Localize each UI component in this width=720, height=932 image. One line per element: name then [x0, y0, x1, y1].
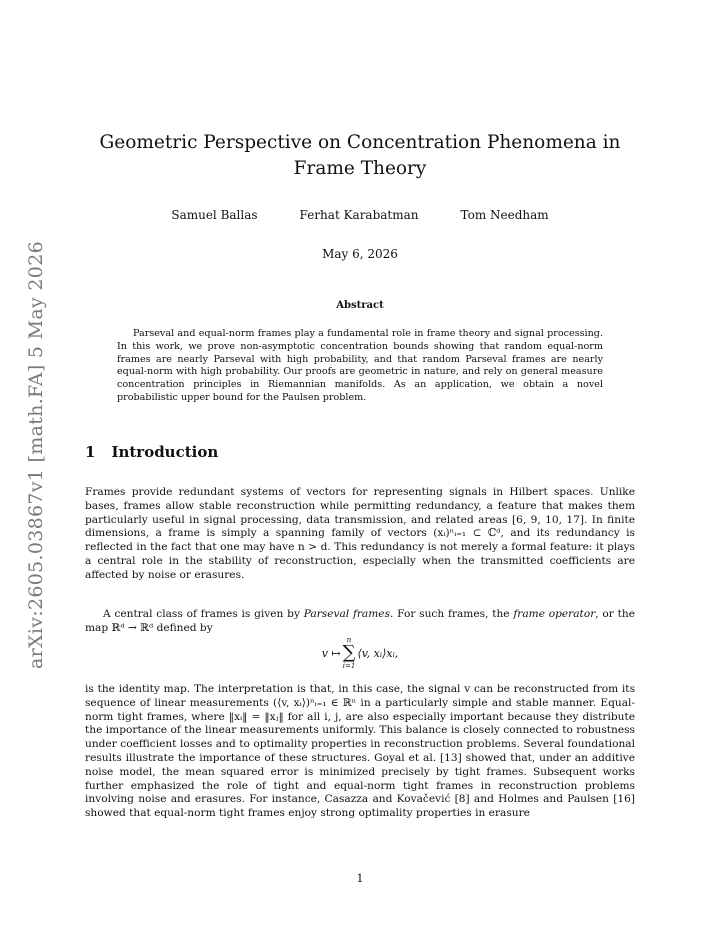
arxiv-identifier: arXiv:2605.03867v1 [math.FA] 5 May 2026 — [25, 241, 47, 669]
equation-rhs: ⟨v, xᵢ⟩xᵢ, — [357, 646, 399, 660]
sum-upper-limit: n — [346, 636, 352, 644]
author-name: Tom Needham — [460, 208, 549, 222]
author-list — [85, 208, 635, 222]
intro-paragraph-2 — [85, 608, 635, 636]
intro-paragraph-1: Frames provide redundant systems of vectors for representing signals in Hilbert spaces. Unlike bases, frames allow stable reconstruction while permitting redundancy, a feature that makes them particularly useful in signal processing, data transmission, and related areas [6, 9, 10, 17]. In finite dimensions, a frame is simply a spanning family of vectors (xᵢ)ⁿᵢ₌₁ ⊂ ℂᵈ, and its redundancy is reflected in the fact that one may have n > d. This redundancy is not merely a formal feature: it plays a central role in the stability of reconstruction, especially when the transmitted coefficients are affected by noise or erasures. — [85, 486, 635, 581]
author-name: Samuel Ballas — [171, 208, 258, 222]
section-heading — [85, 443, 218, 461]
sum-lower-limit: i=1 — [342, 662, 356, 670]
paragraph-text: . For such frames, the — [390, 608, 514, 620]
paper-title: Geometric Perspective on Concentration Phenomena in Frame Theory — [99, 132, 621, 179]
sum-symbol: ∑ — [342, 642, 356, 663]
abstract-heading: Abstract — [336, 300, 384, 311]
emphasis-term: Parseval frames — [303, 608, 391, 620]
frame-operator-equation — [85, 636, 635, 670]
paragraph-text: , or the map ℝᵈ → ℝᵈ defined by — [85, 608, 636, 634]
arxiv-sidebar — [16, 235, 56, 675]
emphasis-term: frame operator — [513, 608, 596, 620]
paper-date: May 6, 2026 — [322, 247, 398, 261]
equation-lhs: v ↦ — [321, 646, 341, 660]
paragraph-text: A central class of frames is given by — [103, 608, 304, 620]
abstract-body: Parseval and equal-norm frames play a fundamental role in frame theory and signal processing. In this work, we prove non-asymptotic concentration bounds showing that random equal-norm frames are nearly Parseval with high probability, and that random Parseval frames are nearly equal-norm with high probability. Our proofs are geometric in nature, and rely on general measure concentration principles in Riemannian manifolds. As an application, we obtain a novel probabilistic upper bound for the Paulsen problem. — [117, 328, 603, 403]
section-number: 1 — [85, 443, 96, 461]
intro-paragraph-3: is the identity map. The interpretation is that, in this case, the signal v can be reconstructed from its sequence of linear measurements (⟨v, xᵢ⟩)ⁿᵢ₌₁ ∈ ℝⁿ in a particularly simple and stable manner. Equal-norm tight frames, where ‖xᵢ‖ = ‖xⱼ‖ for all i, j, are also especially important because they distribute the importance of the linear measurements uniformly. This balance is closely connected to robustness under coefficient losses and to optimality properties in reconstruction problems. Several foundational results illustrate the importance of these structures. Goyal et al. [13] showed that, under an additive noise model, the mean squared error is minimized precisely by tight frames. Subsequent works further emphasized the role of tight and equal-norm tight frames in reconstruction problems involving noise and erasures. For instance, Casazza and Kovačević [8] and Holmes and Paulsen [16] showed that equal-norm tight frames enjoy strong optimality properties in erasure — [85, 683, 635, 820]
summation — [343, 636, 356, 670]
author-name: Ferhat Karabatman — [299, 208, 419, 222]
page-number: 1 — [356, 872, 364, 885]
section-title: Introduction — [111, 443, 219, 461]
